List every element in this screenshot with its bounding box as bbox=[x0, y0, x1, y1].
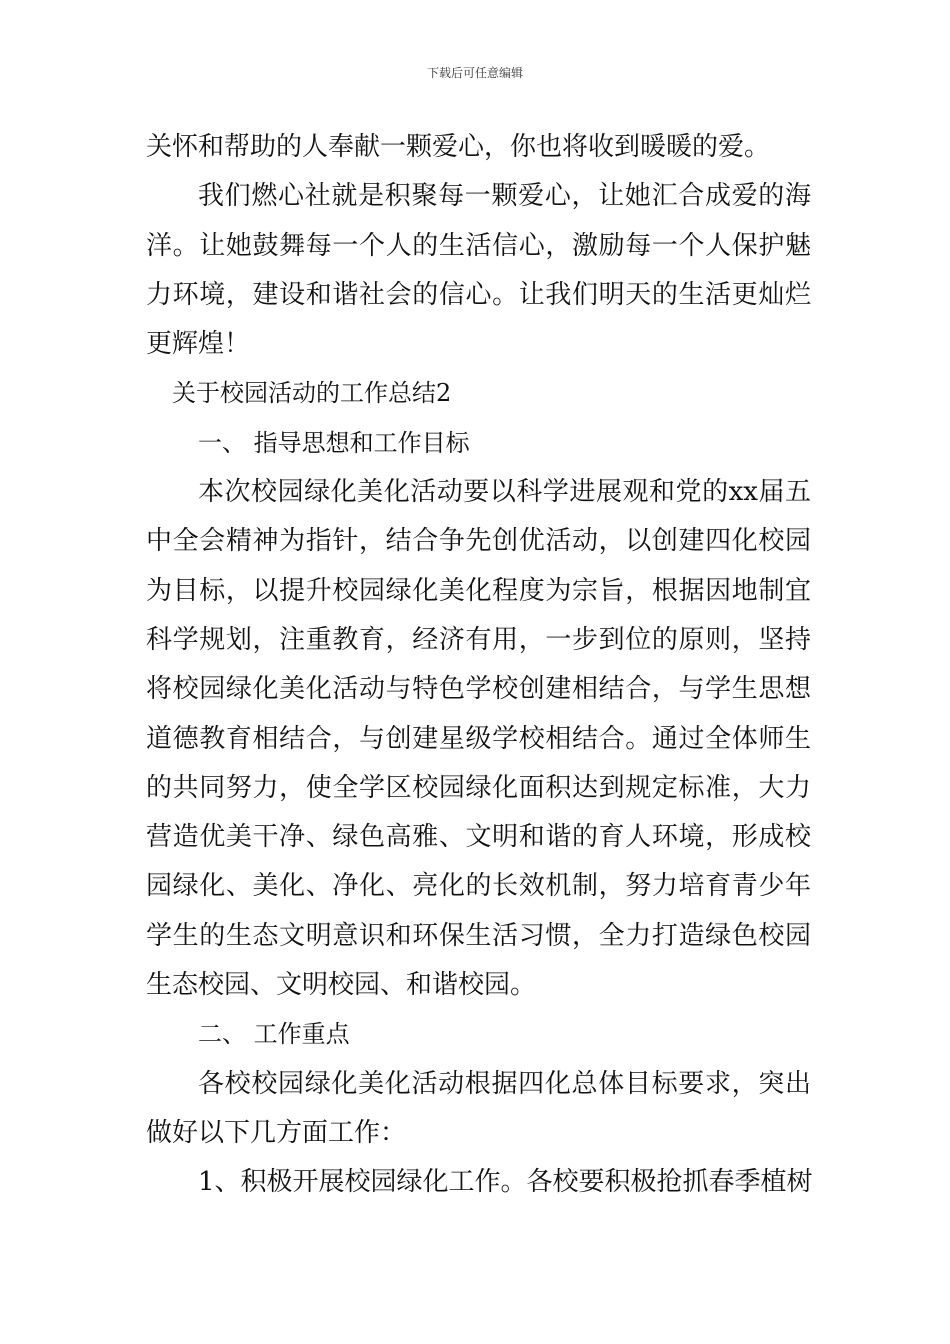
document-body bbox=[146, 123, 811, 1208]
paragraph-line: 洋。让她鼓舞每一个人的生活信心，激励每一个人保护魅 bbox=[146, 230, 811, 261]
paragraph-line: 道德教育相结合，与创建星级学校相结合。通过全体师生 bbox=[146, 723, 811, 754]
paragraph-line: 本次校园绿化美化活动要以科学进展观和党的xx届五 bbox=[198, 477, 811, 508]
paragraph-line: 关怀和帮助的人奉献一颗爱心，你也将收到暖暖的爱。 bbox=[146, 132, 771, 162]
paragraph-line: 中全会精神为指针，结合争先创优活动，以创建四化校园 bbox=[146, 526, 811, 557]
paragraph-line: 力环境，建设和谐社会的信心。让我们明天的生活更灿烂 bbox=[146, 279, 811, 310]
paragraph-line: 园绿化、美化、净化、亮化的长效机制，努力培育青少年 bbox=[146, 871, 811, 902]
page-header-note: 下载后可任意编辑 bbox=[426, 66, 523, 80]
paragraph-line: 生态校园、文明校园、和谐校园。 bbox=[146, 970, 537, 1001]
section-heading: 一、 指导思想和工作目标 bbox=[198, 428, 470, 457]
paragraph-line: 做好以下几方面工作： bbox=[146, 1117, 407, 1148]
paragraph-line: 为目标，以提升校园绿化美化程度为宗旨，根据因地制宜 bbox=[146, 575, 811, 606]
paragraph-line: 更辉煌！ bbox=[146, 329, 251, 360]
paragraph-line: 的共同努力，使全学区校园绿化面积达到规定标准，大力 bbox=[146, 772, 811, 803]
paragraph-line: 将校园绿化美化活动与特色学校创建相结合，与学生思想 bbox=[146, 674, 811, 705]
section-title: 关于校园活动的工作总结2 bbox=[172, 379, 452, 408]
paragraph-line: 我们燃心社就是积聚每一颗爱心，让她汇合成爱的海 bbox=[198, 181, 811, 212]
paragraph-line: 学生的生态文明意识和环保生活习惯，全力打造绿色校园 bbox=[146, 920, 811, 951]
paragraph-line: 1、积极开展校园绿化工作。各校要积极抢抓春季植树 bbox=[198, 1167, 813, 1198]
paragraph-line: 科学规划，注重教育，经济有用，一步到位的原则，坚持 bbox=[146, 624, 811, 655]
paragraph-line: 各校校园绿化美化活动根据四化总体目标要求，突出 bbox=[198, 1068, 811, 1099]
paragraph-line: 营造优美干净、绿色高雅、文明和谐的育人环境，形成校 bbox=[146, 822, 811, 853]
section-heading: 二、 工作重点 bbox=[198, 1020, 350, 1049]
